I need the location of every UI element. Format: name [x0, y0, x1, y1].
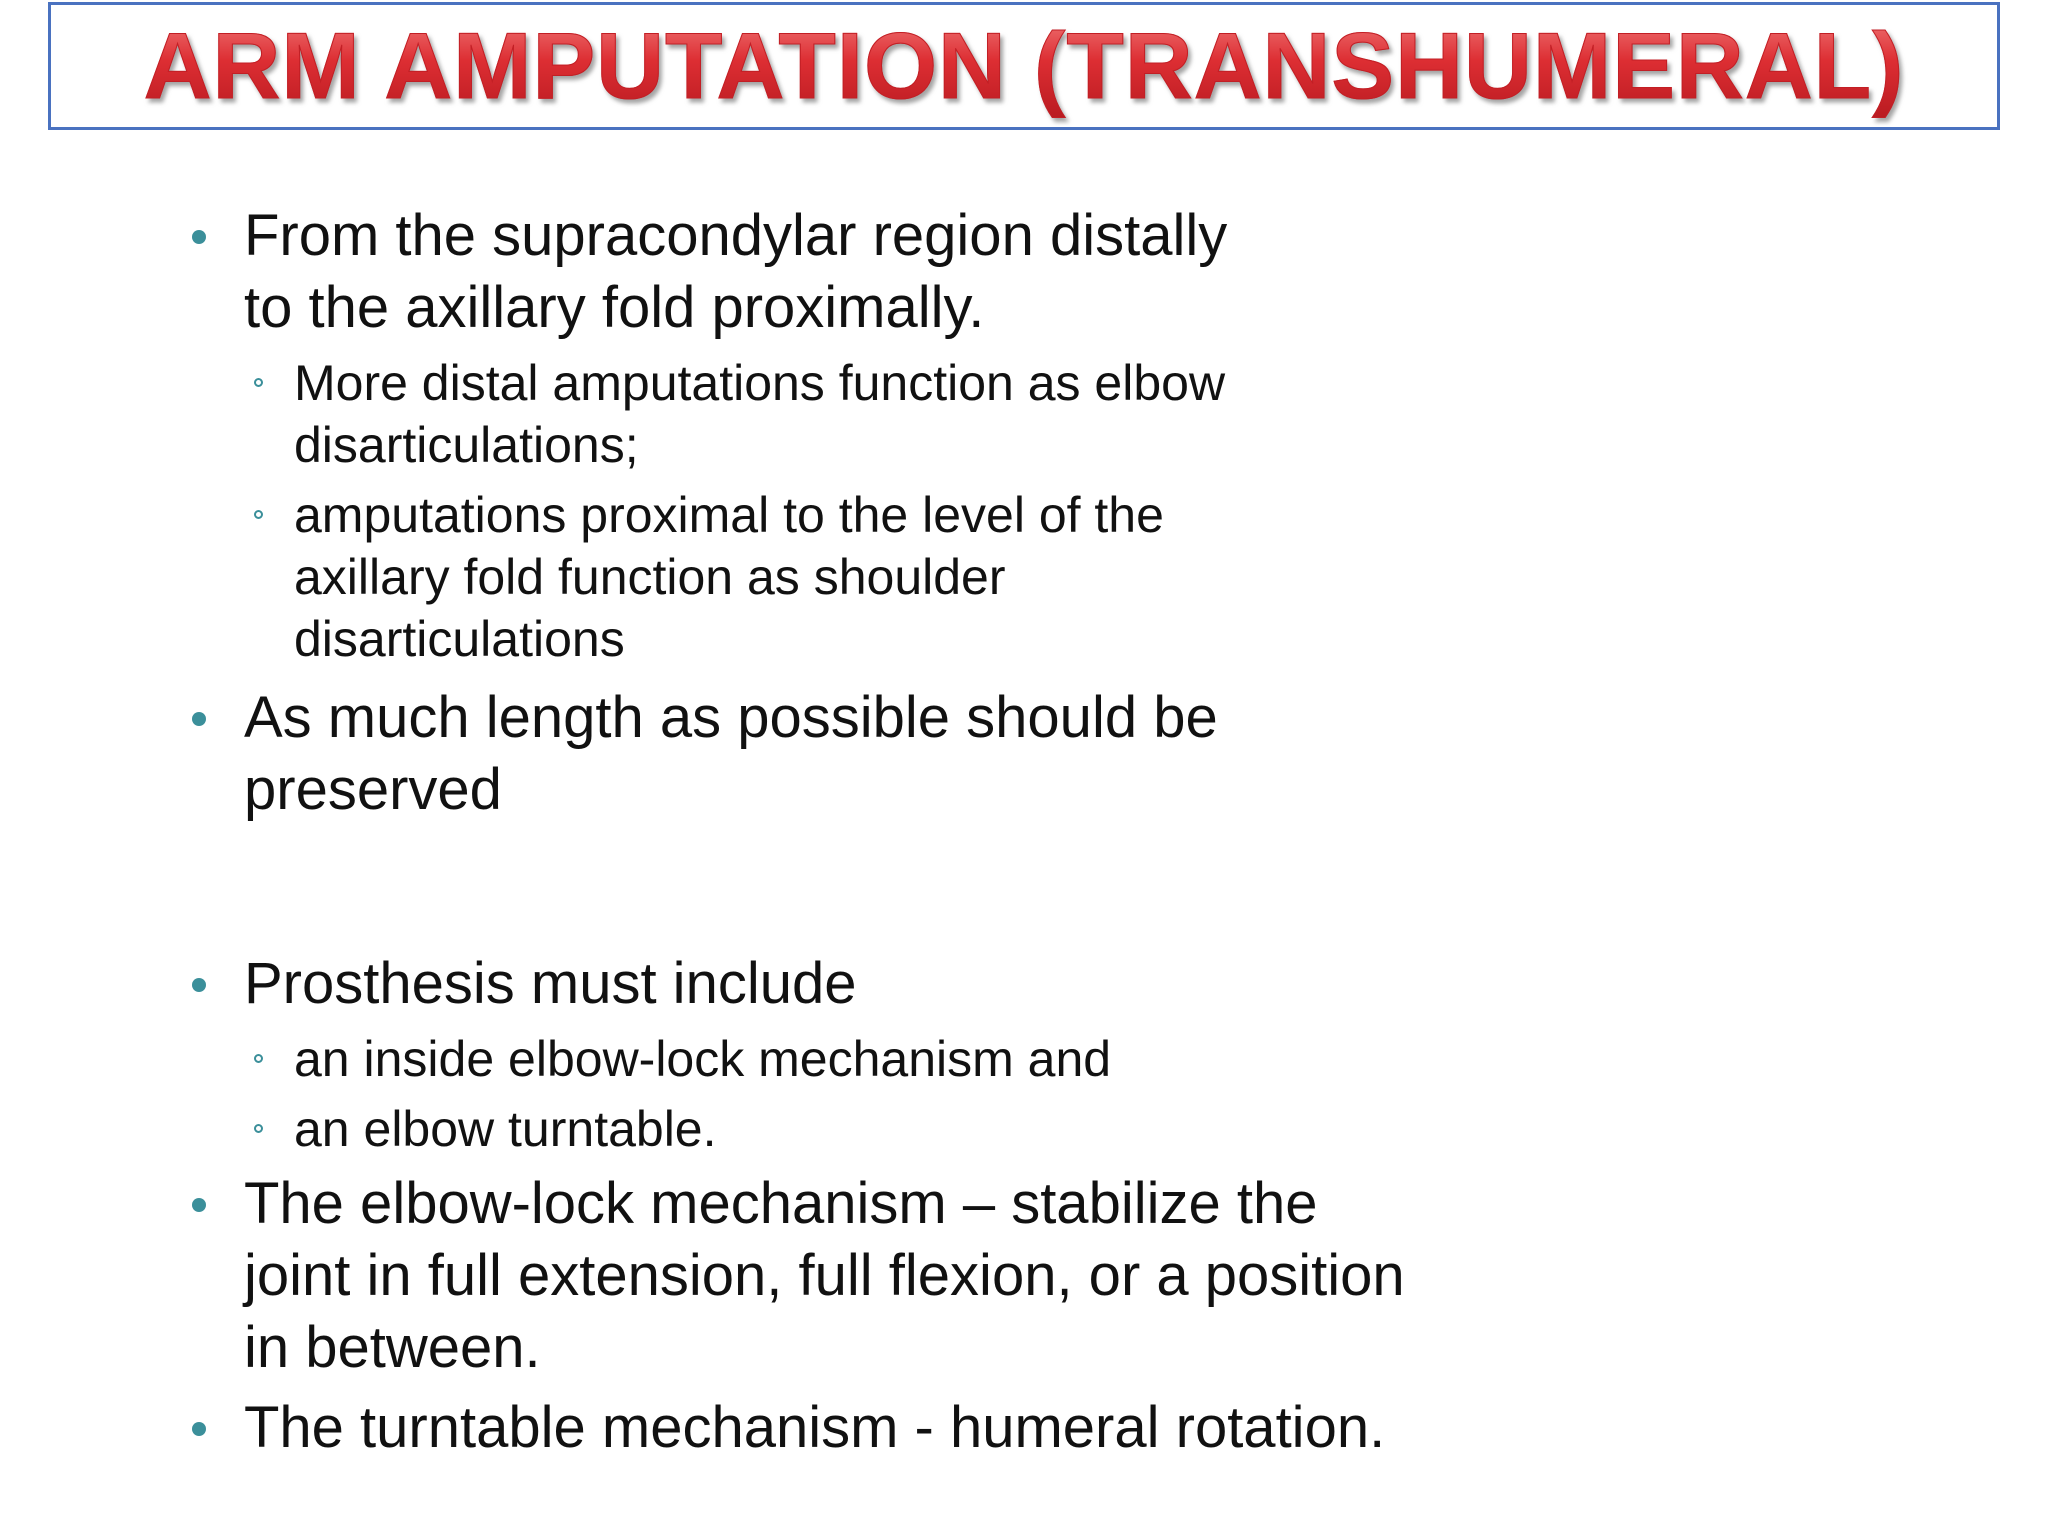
subbullet-elbow-lock-line-1: an inside elbow-lock mechanism and [294, 1031, 1112, 1087]
bullet-dot-icon [192, 230, 206, 244]
subbullet-elbow-lock [180, 1028, 1680, 1090]
bullet-length [180, 682, 1680, 826]
bullet-dot-icon [192, 1422, 206, 1436]
bullet-ring-icon [254, 378, 263, 387]
bullet-elbow-lock-mechanism-line-2: joint in full extension, full flexion, or a position [244, 1243, 1405, 1308]
bullet-ring-icon [254, 1054, 263, 1063]
bullet-prosthesis-line-1: Prosthesis must include [244, 951, 857, 1016]
bullet-dot-icon [192, 1198, 206, 1212]
bullet-definition [180, 200, 1680, 344]
slide-content [180, 200, 1680, 1464]
bullet-dot-icon [192, 978, 206, 992]
bullet-prosthesis [180, 948, 1680, 1020]
bullet-ring-icon [254, 510, 263, 519]
subbullet-turntable [180, 1098, 1680, 1160]
subbullet-distal-line-2: disarticulations; [294, 417, 639, 473]
subbullet-proximal-line-1: amputations proximal to the level of the [294, 487, 1164, 543]
subbullet-distal-line-1: More distal amputations function as elbow [294, 355, 1226, 411]
bullet-elbow-lock-mechanism-line-3: in between. [244, 1315, 541, 1380]
subbullet-turntable-line-1: an elbow turntable. [294, 1101, 717, 1157]
bullet-definition-line-2: to the axillary fold proximally. [244, 275, 985, 340]
title-box [48, 2, 2000, 130]
bullet-elbow-lock-mechanism-line-1: The elbow-lock mechanism – stabilize the [244, 1171, 1318, 1236]
bullet-turntable-mechanism [180, 1392, 1680, 1464]
bullet-length-line-2: preserved [244, 757, 502, 822]
bullet-turntable-mechanism-line-1: The turntable mechanism - humeral rotation. [244, 1395, 1386, 1460]
bullet-elbow-lock-mechanism [180, 1168, 1680, 1384]
bullet-dot-icon [192, 712, 206, 726]
subbullet-distal [180, 352, 1680, 476]
bullet-definition-line-1: From the supracondylar region distally [244, 203, 1228, 268]
slide-title: ARM AMPUTATION (TRANSHUMERAL) [143, 13, 1905, 118]
bullet-length-line-1: As much length as possible should be [244, 685, 1218, 750]
subbullet-proximal-line-3: disarticulations [294, 611, 625, 667]
subbullet-proximal-line-2: axillary fold function as shoulder [294, 549, 1006, 605]
subbullet-proximal [180, 484, 1680, 670]
bullet-ring-icon [254, 1124, 263, 1133]
